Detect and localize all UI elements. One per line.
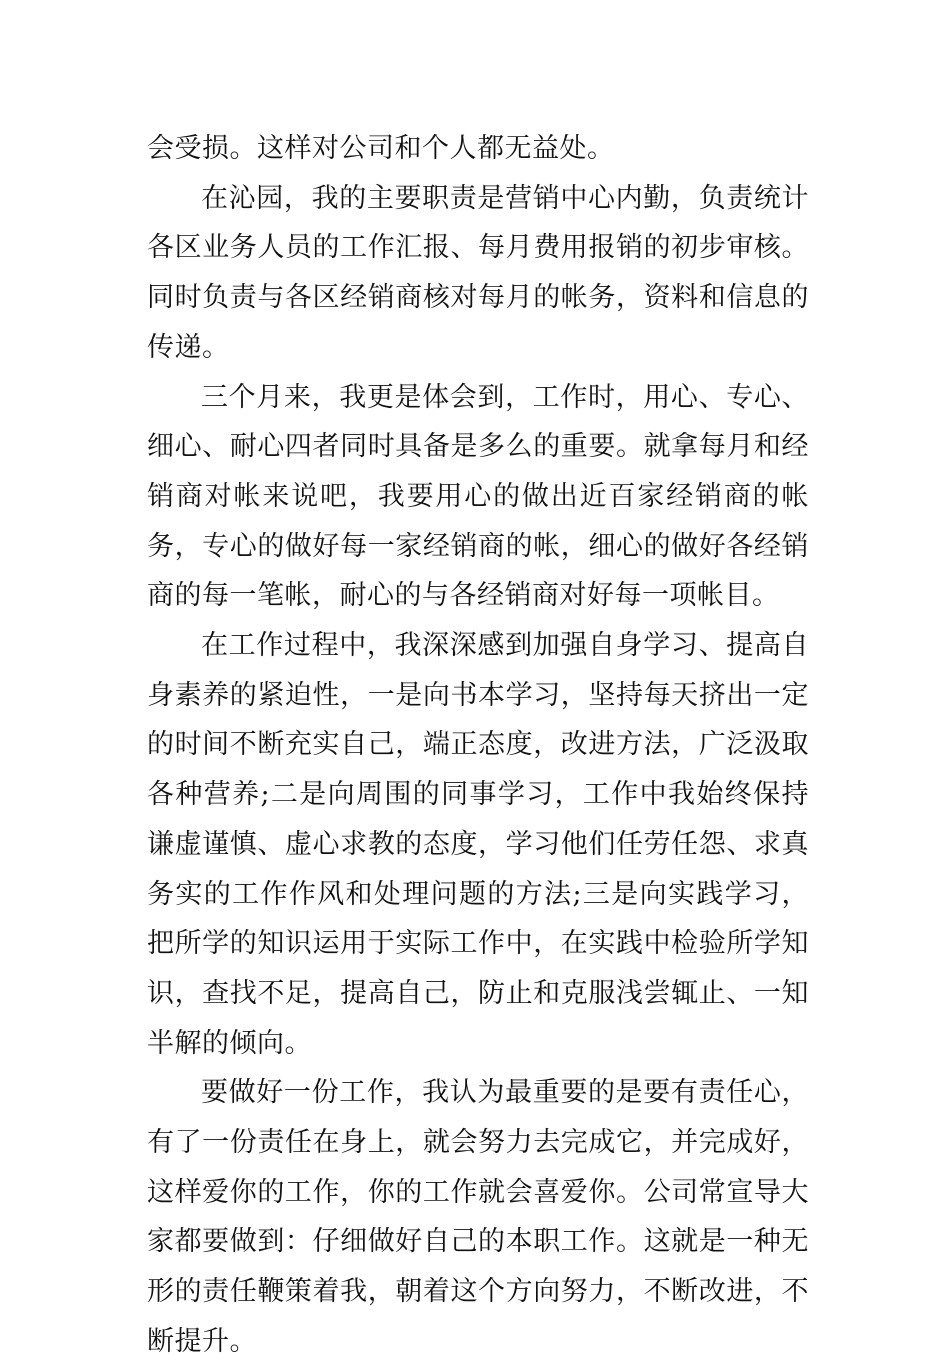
paragraph-responsibility: 要做好一份工作，我认为最重要的是要有责任心，有了一份责任在身上，就会努力去完成它，并完成好，这样爱你的工作，你的工作就会喜爱你。公司常宣导大家都要做到：仔细做好自己的本职工作。这就是一种无形的责任鞭策着我，朝着这个方向努力，不断改进，不断提升。 [147,1077,809,1357]
document-body [147,124,809,1367]
paragraph-continuation: 会受损。这样对公司和个人都无益处。 [147,133,615,164]
paragraph-duties: 在沁园，我的主要职责是营销中心内勤，负责统计各区业务人员的工作汇报、每月费用报销的初步审核。同时负责与各区经销商核对每月的帐务，资料和信息的传递。 [147,182,809,363]
paragraph-learning: 在工作过程中，我深深感到加强自身学习、提高自身素养的紧迫性，一是向书本学习，坚持每天挤出一定的时间不断充实自己，端正态度，改进方法，广泛汲取各种营养;二是向周围的同事学习，工作中我始终保持谦虚谨慎、虚心求教的态度，学习他们任劳任怨、求真务实的工作作风和处理问题的方法;三是向实践学习，把所学的知识运用于实际工作中，在实践中检验所学知识，查找不足，提高自己，防止和克服浅尝辄止、一知半解的倾向。 [147,630,809,1059]
paragraph-four-hearts: 三个月来，我更是体会到，工作时，用心、专心、细心、耐心四者同时具备是多么的重要。就拿每月和经销商对帐来说吧，我要用心的做出近百家经销商的帐务，专心的做好每一家经销商的帐，细心的做好各经销商的每一笔帐，耐心的与各经销商对好每一项帐目。 [147,381,809,612]
